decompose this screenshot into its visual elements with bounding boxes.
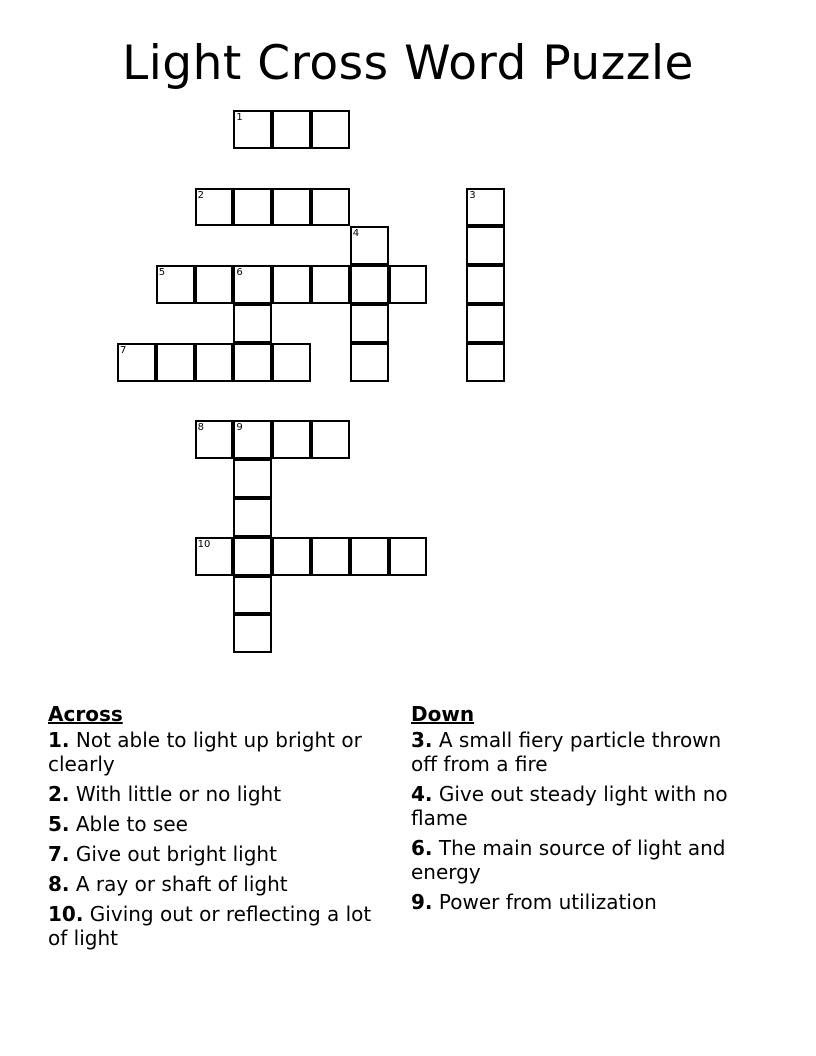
clue-text: Give out steady light with no flame <box>411 782 728 830</box>
across-clue <box>48 782 388 806</box>
crossword-cell[interactable] <box>233 188 272 227</box>
clue-number: 3. <box>411 728 433 752</box>
crossword-cell[interactable] <box>466 265 505 304</box>
across-clue <box>48 842 388 866</box>
crossword-cell[interactable] <box>466 304 505 343</box>
crossword-cell[interactable] <box>233 537 272 576</box>
crossword-cell[interactable] <box>233 459 272 498</box>
crossword-cell[interactable] <box>272 420 311 459</box>
crossword-cell[interactable] <box>233 498 272 537</box>
crossword-cell[interactable] <box>195 265 234 304</box>
clue-text: Power from utilization <box>438 890 657 914</box>
crossword-cell[interactable] <box>311 188 350 227</box>
down-clue <box>411 890 741 914</box>
clue-number: 4. <box>411 782 433 806</box>
crossword-cell[interactable] <box>350 226 389 265</box>
crossword-cell[interactable] <box>195 343 234 382</box>
clue-text: A small fiery particle thrown off from a fire <box>411 728 722 776</box>
clue-number: 8. <box>48 872 70 896</box>
clue-text: Giving out or reflecting a lot of light <box>48 902 372 950</box>
across-clue <box>48 812 388 836</box>
cell-number: 3 <box>469 189 476 201</box>
down-clue <box>411 782 741 830</box>
crossword-cell[interactable] <box>233 304 272 343</box>
clue-text: With little or no light <box>75 782 282 806</box>
crossword-cell[interactable] <box>195 420 234 459</box>
clue-text: Not able to light up bright or clearly <box>48 728 362 776</box>
crossword-cell[interactable] <box>195 188 234 227</box>
clue-text: Give out bright light <box>75 842 277 866</box>
crossword-cell[interactable] <box>466 226 505 265</box>
crossword-cell[interactable] <box>233 614 272 653</box>
crossword-cell[interactable] <box>156 265 195 304</box>
crossword-cell[interactable] <box>272 343 311 382</box>
cell-number: 5 <box>158 267 166 279</box>
cell-number: 8 <box>197 422 204 434</box>
clue-number: 6. <box>411 836 433 860</box>
across-clue <box>48 872 388 896</box>
clue-number: 7. <box>48 842 70 866</box>
across-clue <box>48 902 388 950</box>
down-clue <box>411 836 741 884</box>
crossword-cell[interactable] <box>311 420 350 459</box>
clue-number: 9. <box>411 890 433 914</box>
cell-number: 1 <box>236 112 243 123</box>
crossword-cell[interactable] <box>350 343 389 382</box>
across-clue <box>48 728 388 776</box>
crossword-cell[interactable] <box>233 576 272 615</box>
crossword-cell[interactable] <box>311 110 350 149</box>
crossword-cell[interactable] <box>272 537 311 576</box>
crossword-cell[interactable] <box>389 537 428 576</box>
crossword-cell[interactable] <box>350 304 389 343</box>
cell-number: 7 <box>120 344 127 356</box>
cell-number: 6 <box>236 267 243 279</box>
cell-number: 2 <box>197 189 204 201</box>
crossword-cell[interactable] <box>311 537 350 576</box>
clue-number: 1. <box>48 728 70 752</box>
crossword-cell[interactable] <box>272 188 311 227</box>
clue-text: Able to see <box>75 812 188 836</box>
cell-number: 4 <box>352 228 360 240</box>
crossword-cell[interactable] <box>466 343 505 382</box>
crossword-cell[interactable] <box>233 110 272 149</box>
crossword-cell[interactable] <box>389 265 428 304</box>
crossword-cell[interactable] <box>466 188 505 227</box>
crossword-cell[interactable] <box>272 110 311 149</box>
crossword-cell[interactable] <box>233 265 272 304</box>
crossword-cell[interactable] <box>233 343 272 382</box>
crossword-cell[interactable] <box>350 265 389 304</box>
cell-number: 9 <box>236 422 243 434</box>
crossword-cell[interactable] <box>350 537 389 576</box>
clue-number: 10. <box>48 902 84 926</box>
down-heading: Down <box>411 702 475 726</box>
across-heading: Across <box>48 702 123 726</box>
crossword-cell[interactable] <box>311 265 350 304</box>
crossword-cell[interactable] <box>233 420 272 459</box>
clue-number: 2. <box>48 782 70 806</box>
crossword-cell[interactable] <box>272 265 311 304</box>
crossword-cell[interactable] <box>117 343 156 382</box>
crossword-cell[interactable] <box>195 537 234 576</box>
crossword-cell[interactable] <box>156 343 195 382</box>
clue-text: A ray or shaft of light <box>75 872 288 896</box>
down-clue <box>411 728 741 776</box>
across-clues <box>48 702 388 956</box>
down-clues <box>411 702 741 920</box>
clue-text: The main source of light and energy <box>411 836 726 884</box>
page-title: Light Cross Word Puzzle <box>122 36 694 91</box>
cell-number: 10 <box>197 538 211 550</box>
clue-number: 5. <box>48 812 70 836</box>
